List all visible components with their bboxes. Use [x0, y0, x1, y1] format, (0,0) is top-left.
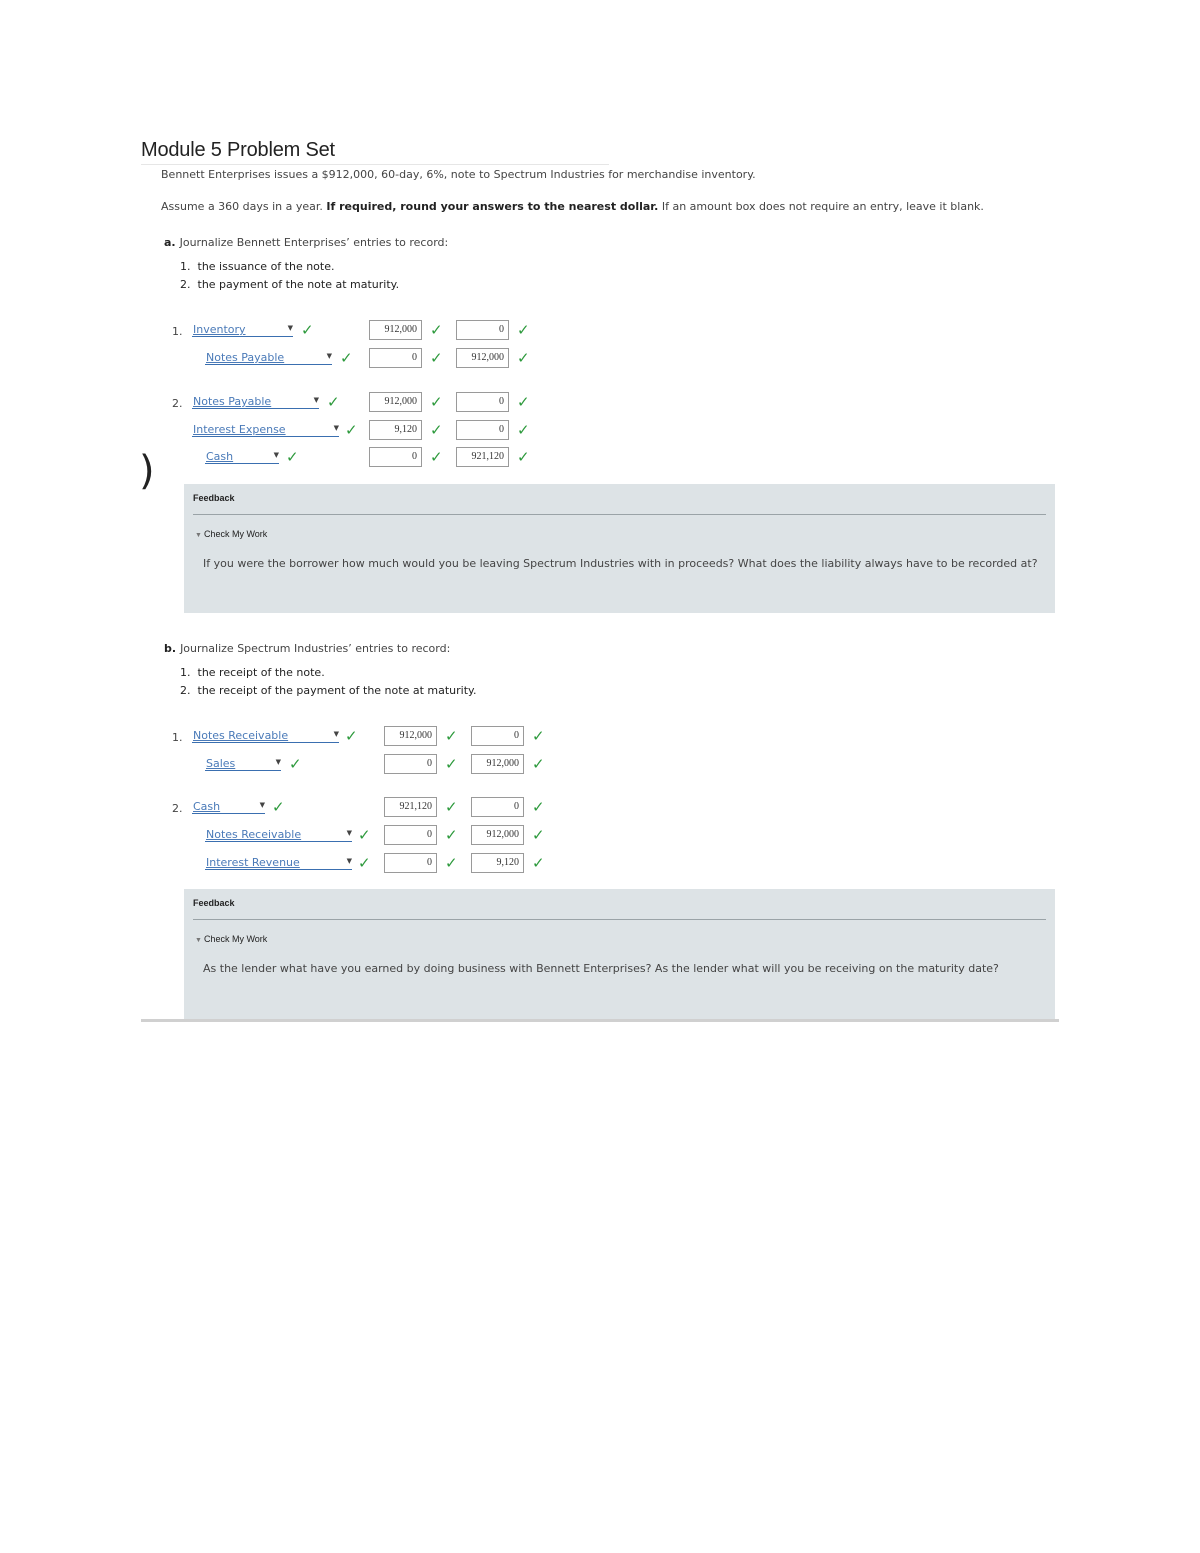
check-icon: ✓	[358, 854, 371, 872]
check-my-work-toggle[interactable]	[195, 529, 267, 539]
debit-amount-input[interactable]: 921,120	[384, 797, 437, 817]
credit-amount-input[interactable]: 0	[456, 392, 509, 412]
feedback-divider	[193, 919, 1046, 920]
check-icon: ✓	[340, 349, 353, 367]
check-icon: ✓	[430, 448, 443, 466]
instructions-blank: If an amount box does not require an entry, leave it blank.	[661, 200, 984, 213]
part-a-item-2: the payment of the note at maturity.	[197, 278, 400, 291]
entry-number: 2.	[172, 397, 183, 410]
account-select[interactable]	[192, 800, 265, 814]
credit-amount-input[interactable]: 912,000	[471, 825, 524, 845]
feedback-panel	[184, 889, 1055, 1020]
part-a-item-1: the issuance of the note.	[197, 260, 335, 273]
account-label: Sales	[206, 757, 236, 770]
credit-amount-input[interactable]: 912,000	[471, 754, 524, 774]
account-select[interactable]	[192, 729, 339, 743]
check-icon: ✓	[532, 727, 545, 745]
account-select[interactable]	[205, 351, 332, 365]
feedback-label: Feedback	[193, 898, 235, 908]
account-label: Cash	[206, 450, 234, 463]
list-item: 1. the receipt of the note.	[180, 666, 325, 679]
account-label: Interest Expense	[193, 423, 286, 436]
feedback-text: If you were the borrower how much would you be leaving Spectrum Industries with in proceeds? What does the liability always have to be recorded at?	[203, 557, 1038, 570]
check-icon: ✓	[345, 727, 358, 745]
check-icon: ✓	[445, 826, 458, 844]
credit-amount-input[interactable]: 0	[471, 797, 524, 817]
debit-amount-input[interactable]: 0	[384, 754, 437, 774]
check-icon: ✓	[272, 798, 285, 816]
instructions-assume: Assume a 360 days in a year.	[161, 200, 323, 213]
part-b-item-1: the receipt of the note.	[197, 666, 325, 679]
instructions-rounding: If required, round your answers to the nearest dollar.	[326, 200, 659, 213]
credit-amount-input[interactable]: 0	[456, 420, 509, 440]
check-icon: ✓	[532, 826, 545, 844]
part-a-list	[180, 258, 399, 294]
part-a-heading	[164, 236, 448, 249]
check-my-work-label: Check My Work	[203, 529, 268, 539]
check-icon: ✓	[445, 854, 458, 872]
part-b-letter: b.	[164, 642, 177, 655]
account-label: Notes Payable	[193, 395, 272, 408]
check-icon: ✓	[532, 755, 545, 773]
check-icon: ✓	[445, 727, 458, 745]
account-select[interactable]	[205, 757, 281, 771]
bracket-mark: )	[139, 448, 155, 494]
check-my-work-label: Check My Work	[203, 934, 268, 944]
check-icon: ✓	[430, 421, 443, 439]
feedback-label: Feedback	[193, 493, 235, 503]
chevron-down-icon: ▼	[333, 424, 339, 432]
disclosure-triangle-icon: ▼	[195, 937, 202, 944]
part-b-heading	[164, 642, 450, 655]
check-icon: ✓	[517, 321, 530, 339]
problem-statement: Bennett Enterprises issues a $912,000, 60-day, 6%, note to Spectrum Industries for merchandise inventory.	[161, 168, 756, 181]
list-item: 1. the issuance of the note.	[180, 260, 335, 273]
check-icon: ✓	[327, 393, 340, 411]
page-title: Module 5 Problem Set	[141, 139, 335, 161]
part-a-letter: a.	[164, 236, 176, 249]
chevron-down-icon: ▼	[346, 857, 352, 865]
check-icon: ✓	[532, 798, 545, 816]
check-icon: ✓	[286, 448, 299, 466]
part-a-heading-text: Journalize Bennett Enterprises’ entries to record:	[179, 236, 449, 249]
account-label: Inventory	[193, 323, 246, 336]
check-icon: ✓	[345, 421, 358, 439]
check-icon: ✓	[358, 826, 371, 844]
check-icon: ✓	[517, 421, 530, 439]
debit-amount-input[interactable]: 0	[369, 348, 422, 368]
credit-amount-input[interactable]: 9,120	[471, 853, 524, 873]
chevron-down-icon: ▼	[275, 758, 281, 766]
account-select[interactable]	[192, 323, 293, 337]
credit-amount-input[interactable]: 912,000	[456, 348, 509, 368]
credit-amount-input[interactable]: 0	[471, 726, 524, 746]
entry-number: 1.	[172, 325, 183, 338]
check-icon: ✓	[517, 349, 530, 367]
entry-number: 2.	[172, 802, 183, 815]
debit-amount-input[interactable]: 912,000	[369, 320, 422, 340]
check-icon: ✓	[430, 321, 443, 339]
part-b-heading-text: Journalize Spectrum Industries’ entries to record:	[180, 642, 451, 655]
check-icon: ✓	[301, 321, 314, 339]
part-b-item-2: the receipt of the payment of the note at maturity.	[197, 684, 477, 697]
chevron-down-icon: ▼	[287, 324, 293, 332]
account-label: Interest Revenue	[206, 856, 300, 869]
chevron-down-icon: ▼	[259, 801, 265, 809]
feedback-divider	[193, 514, 1046, 515]
list-item: 2. the payment of the note at maturity.	[180, 278, 400, 291]
debit-amount-input[interactable]: 912,000	[369, 392, 422, 412]
account-select[interactable]	[205, 856, 352, 870]
check-icon: ✓	[445, 798, 458, 816]
debit-amount-input[interactable]: 0	[384, 825, 437, 845]
account-select[interactable]	[192, 395, 319, 409]
account-select[interactable]	[205, 828, 352, 842]
account-select[interactable]	[192, 423, 339, 437]
check-icon: ✓	[430, 393, 443, 411]
chevron-down-icon: ▼	[346, 829, 352, 837]
bottom-divider	[141, 1019, 1059, 1022]
debit-amount-input[interactable]: 9,120	[369, 420, 422, 440]
disclosure-triangle-icon: ▼	[195, 532, 202, 539]
check-icon: ✓	[517, 448, 530, 466]
check-icon: ✓	[517, 393, 530, 411]
debit-amount-input[interactable]: 912,000	[384, 726, 437, 746]
problem-instructions	[161, 200, 984, 213]
account-label: Notes Payable	[206, 351, 285, 364]
feedback-panel	[184, 484, 1055, 613]
debit-amount-input[interactable]: 0	[384, 853, 437, 873]
chevron-down-icon: ▼	[273, 451, 279, 459]
account-label: Notes Receivable	[206, 828, 302, 841]
list-item: 2. the receipt of the payment of the note at maturity.	[180, 684, 477, 697]
credit-amount-input[interactable]: 921,120	[456, 447, 509, 467]
chevron-down-icon: ▼	[333, 730, 339, 738]
debit-amount-input[interactable]: 0	[369, 447, 422, 467]
check-icon: ✓	[445, 755, 458, 773]
check-my-work-toggle[interactable]	[195, 934, 267, 944]
account-select[interactable]	[205, 450, 279, 464]
title-divider	[141, 164, 609, 165]
feedback-text: As the lender what have you earned by doing business with Bennett Enterprises? As the lender what will you be receiving on the maturity date?	[203, 962, 999, 975]
account-label: Notes Receivable	[193, 729, 289, 742]
check-icon: ✓	[289, 755, 302, 773]
chevron-down-icon: ▼	[313, 396, 319, 404]
chevron-down-icon: ▼	[326, 352, 332, 360]
check-icon: ✓	[532, 854, 545, 872]
check-icon: ✓	[430, 349, 443, 367]
part-b-list	[180, 664, 476, 700]
entry-number: 1.	[172, 731, 183, 744]
account-label: Cash	[193, 800, 221, 813]
credit-amount-input[interactable]: 0	[456, 320, 509, 340]
